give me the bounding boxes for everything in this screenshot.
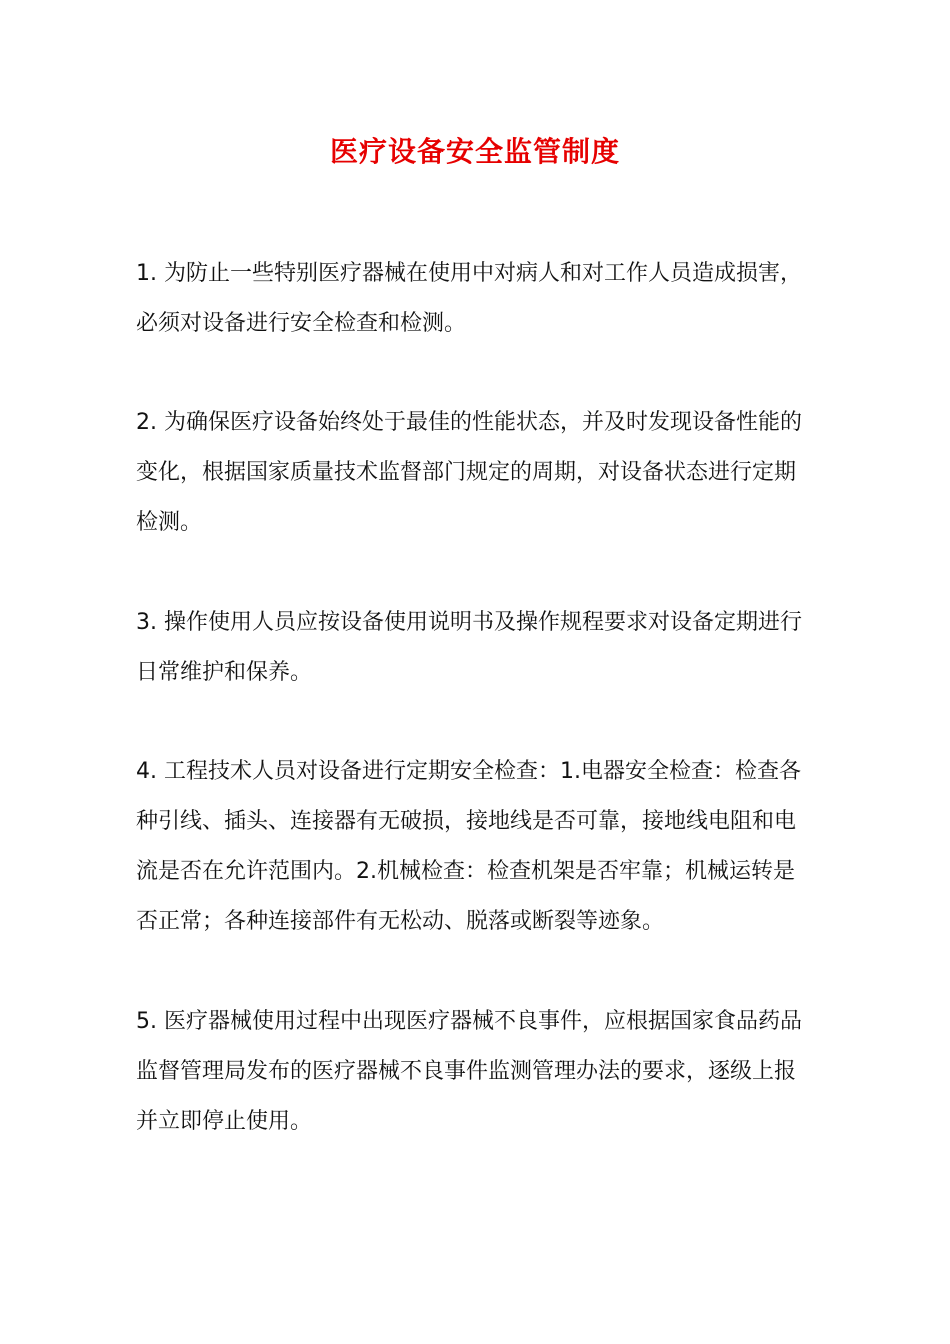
paragraph-2: 2. 为确保医疗设备始终处于最佳的性能状态，并及时发现设备性能的变化，根据国家质量技术监督部门规定的周期，对设备状态进行定期检测。 xyxy=(136,410,802,535)
paragraph-3: 3. 操作使用人员应按设备使用说明书及操作规程要求对设备定期进行日常维护和保养。 xyxy=(136,610,802,685)
paragraph-1: 1. 为防止一些特别医疗器械在使用中对病人和对工作人员造成损害，必须对设备进行安全检查和检测。 xyxy=(136,261,802,336)
paragraph-5: 5. 医疗器械使用过程中出现医疗器械不良事件，应根据国家食品药品监督管理局发布的医疗器械不良事件监测管理办法的要求，逐级上报并立即停止使用。 xyxy=(136,1009,802,1134)
document-title: 医疗设备安全监管制度 xyxy=(329,135,620,168)
paragraph-4: 4. 工程技术人员对设备进行定期安全检查：1.电器安全检查：检查各种引线、插头、连接器有无破损，接地线是否可靠，接地线电阻和电流是否在允许范围内。2.机械检查：检查机架是否牢靠；机械运转是否正常；各种连接部件有无松动、脱落或断裂等迹象。 xyxy=(136,759,801,934)
